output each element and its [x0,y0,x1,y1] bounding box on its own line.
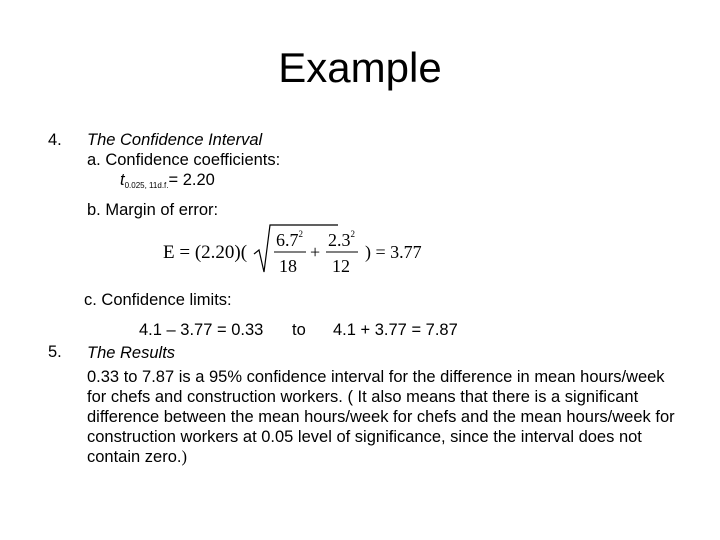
formula-plus: + [310,242,321,262]
formula-lhs: E = (2.20)( [163,242,248,263]
limits-to-word: to [292,321,306,339]
formula-rhs: ) = 3.77 [365,242,422,262]
sub-item-c-label: c. Confidence limits: [84,291,232,309]
lower-limit: 4.1 – 3.77 = 0.33 [139,321,264,339]
item-number-5: 5. [48,343,62,361]
results-body: 0.33 to 7.87 is a 95% confidence interval for the difference in mean hours/week for chefs and construction workers. ( It also means that there is a significant difference between the mean hours/week for chefs and the mean hours/week for construction workers at 0.05 level of significance, since the interval does not contain zero. [87,368,675,466]
term1-denominator: 18 [279,256,297,276]
results-paragraph [87,367,687,467]
slide-title: Example [278,44,442,91]
sub-item-a-label: a. Confidence coefficients: [87,151,281,169]
item-heading-results: The Results [87,344,176,362]
item-heading-confidence-interval: The Confidence Interval [87,131,263,149]
term2-numerator: $2.3^2$ [328,229,355,250]
term2-denominator: 12 [332,256,350,276]
item-number-4: 4. [48,131,62,149]
t-value: = 2.20 [168,171,215,189]
upper-limit: 4.1 + 3.77 = 7.87 [333,321,458,339]
t-subscript: 0.025, 11d.f. [124,181,169,190]
results-closing-paren: ) [181,447,187,466]
t-critical-value [120,170,215,193]
margin-of-error-formula [160,220,430,280]
sub-item-b-label: b. Margin of error: [87,201,219,219]
t-symbol: t [120,171,125,189]
term1-numerator: $6.7^2$ [276,229,303,250]
